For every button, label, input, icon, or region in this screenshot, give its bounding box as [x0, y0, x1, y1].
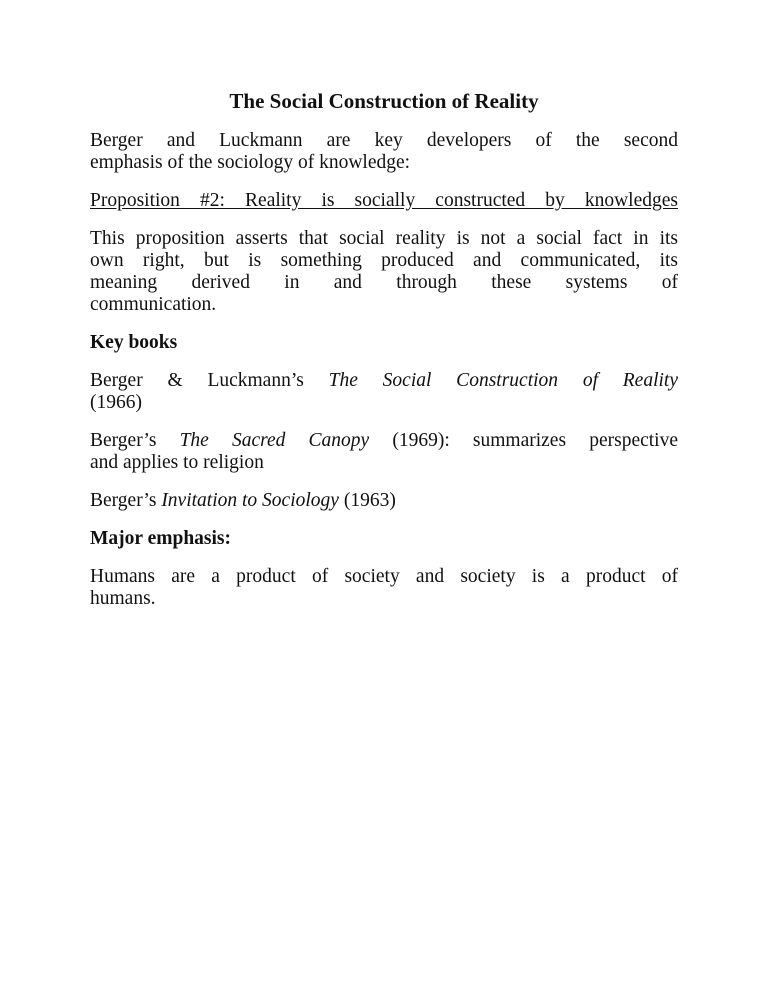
major-emphasis-heading: Major emphasis: [90, 528, 232, 549]
page-title: The Social Construction of Reality [229, 89, 539, 113]
book-2-description: (1969): summarizes perspective [369, 430, 678, 451]
book-1-title-italic: The Social Construction of Reality [328, 370, 678, 391]
intro-line-2: emphasis of the sociology of knowledge: [90, 152, 411, 173]
book-3-title-italic: Invitation to Sociology [161, 490, 339, 511]
emphasis-line-1: Humans are a product of society and society is a product of [90, 566, 678, 587]
assertion-line-4: communication. [90, 294, 217, 315]
book-entry-2 [90, 430, 678, 474]
book-2-line-1 [90, 430, 678, 452]
book-1-year: (1966) [90, 392, 142, 413]
book-1-line-1 [90, 370, 678, 392]
book-2-author: Berger’s [90, 430, 180, 451]
book-3-year: (1963) [338, 490, 396, 511]
assertion-line-1: This proposition asserts that social reality is not a social fact in its [90, 228, 678, 249]
assertion-paragraph [90, 228, 678, 316]
book-2-line-2: and applies to religion [90, 452, 264, 473]
book-3-author: Berger’s [90, 490, 162, 511]
assertion-line-3: meaning derived in and through these systems of [90, 272, 678, 293]
emphasis-paragraph [90, 566, 678, 610]
proposition-text: Proposition #2: Reality is socially constructed by knowledges [90, 190, 678, 211]
assertion-line-2: own right, but is something produced and communicated, its [90, 250, 678, 271]
emphasis-line-2: humans. [90, 588, 156, 609]
book-3-line-1 [90, 490, 678, 512]
book-1-author: Berger & Luckmann’s [90, 370, 329, 391]
intro-line-1: Berger and Luckmann are key developers of the second [90, 130, 678, 151]
intro-paragraph [90, 130, 678, 174]
book-entry-3 [90, 490, 678, 512]
key-books-heading: Key books [90, 332, 178, 353]
book-entry-1 [90, 370, 678, 414]
book-2-title-italic: The Sacred Canopy [179, 430, 370, 451]
proposition-heading [90, 190, 678, 212]
